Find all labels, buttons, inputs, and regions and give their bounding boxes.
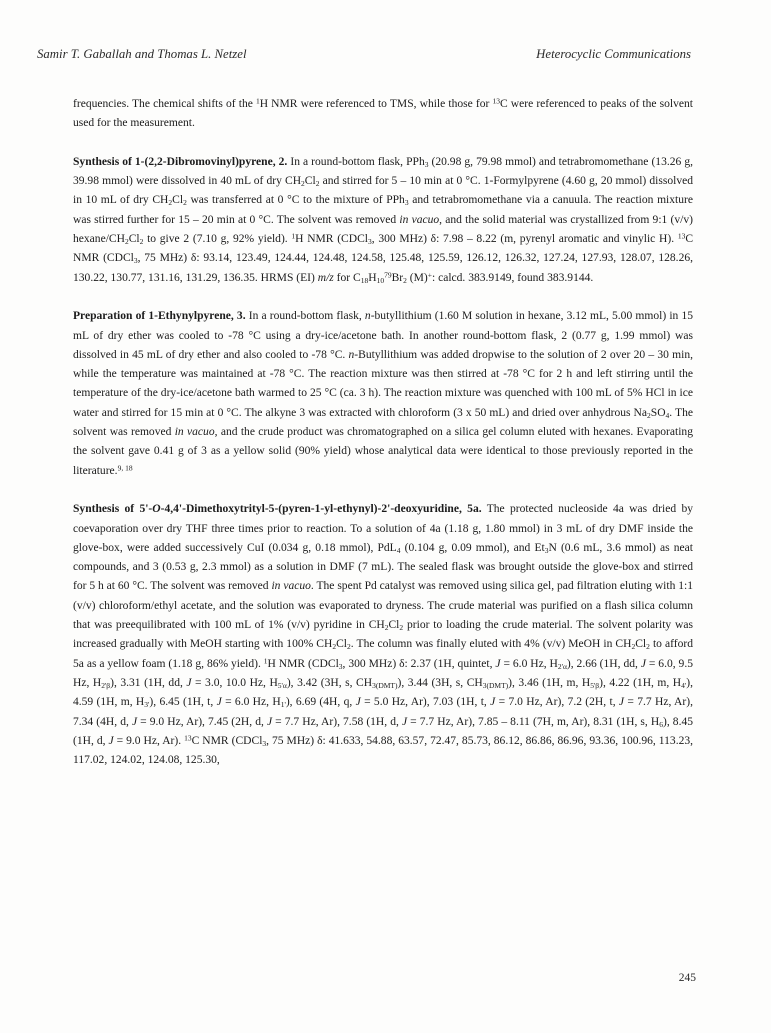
paragraph-preparation-ethynylpyrene: Preparation of 1-Ethynylpyrene, 3. In a round-bottom flask, n-butyllithium (1.60 M solution in hexane, 3.12 mL, 5.00 mmol) in 15 mL of dry ether was cooled to -78 °C using a dry-ice/acetone bath. In another round-bottom flask, 2 (0.77 g, 1.99 mmol) was dissolved in 45 mL of dry ether and also cooled to -78 °C. n-Butyllithium was added dropwise to the solution of 2 over 20 – 30 min, while the temperature was maintained at -78 °C. The reaction mixture was then stirred at -78 °C for 2 h and left stirring until the temperature of the dry-ice/acetone bath warmed to 25 °C (ca. 3 h). The reaction mixture was quenched with 100 mL of 5% HCl in ice water and stirred for 15 min at 0 °C. The alkyne 3 was extracted with chloroform (3 x 50 mL) and dried over anhydrous $Na_2SO_4$. The solvent was removed in vacuo, and the crude product was chromatographed on a silica gel column eluted with hexanes. Evaporating the solvent gave 0.41 g of 3 as a yellow solid (90% yield) whose analytical data were identical to those previously reported in the literature.$^{9, 18}$ xyxy=(73,310,693,477)
paragraph-continuation: frequencies. The chemical shifts of the $^1$H NMR were referenced to TMS, while those for $^{13}$C were referenced to peaks of the solvent used for the measurement. xyxy=(73,96,693,130)
page-number: 245 xyxy=(678,972,696,984)
paragraph-synthesis-dibromovinylpyrene: Synthesis of 1-(2,2-Dibromovinyl)pyrene, 2. In a round-bottom flask, PPh$_3$ (20.98 g, 79.98 mmol) and tetrabromomethane (13.26 g, 39.98 mmol) were dissolved in 40 mL of dry $CH_2Cl_2$ and stirred for 5 – 10 min at 0 °C. 1-Formylpyrene (4.60 g, 20 mmol) dissolved in 10 mL of dry $CH_2Cl_2$ was transferred at 0 °C to the mixture of PPh$_3$ and tetrabromomethane via a canuula. The reaction mixture was stirred further for 15 – 20 min at 0 °C. The solvent was removed in vacuo, and the solid material was crystallized from 9:1 (v/v) hexane/$CH_2Cl_2$ to give 2 (7.10 g, 92% yield). $^1$H NMR (CDCl$_3$, 300 MHz) δ: 7.98 – 8.22 (m, pyrenyl aromatic and vinylic H). $^{13}$C NMR (CDCl$_3$, 75 MHz) δ: 93.14, 123.49, 124.44, 124.48, 124.58, 125.48, 125.59, 126.12, 126.32, 127.24, 127.93, 128.07, 128.26, 130.22, 130.77, 131.16, 131.29, 136.35. HRMS (EI) m/z for $C_{18}H_{10}^{79}Br_2$ (M)+: calcd. 383.9149, found 383.9144. xyxy=(73,155,694,285)
paragraph-synthesis-nucleoside-5a: Synthesis of 5'-O-4,4'-Dimethoxytrityl-5-(pyren-1-yl-ethynyl)-2'-deoxyuridine, 5a. The protected nucleoside 4a was dried by coevaporation over dry THF three times prior to reaction. To a solution of 4a (1.18 g, 1.80 mmol) in 3 mL of dry DMF inside the glove-box, were added successively CuI (0.034 g, 0.18 mmol), PdL$_4$ (0.104 g, 0.09 mmol), and $Et_3N$ (0.6 mL, 3.6 mmol) as neat compounds, and 3 (0.53 g, 2.3 mmol) as a solution in DMF (7 mL). The sealed flask was brought outside the glove-box and stirred for 5 h at 60 °C. The solvent was removed in vacuo. The spent Pd catalyst was removed using silica gel, pad filtration eluting with 1:1 (v/v) chloroform/ethyl acetate, and the solution was evaporated to dryness. The crude material was purified on a flash silica column that was preequilibrated with 100 mL of 1% (v/v) pyridine in $CH_2Cl_2$ prior to loading the crude material. The solvent polarity was increased gradually with MeOH starting with 100% $CH_2Cl_2$. The column was finally eluted with 4% (v/v) MeOH in $CH_2Cl_2$ to afford 5a as a yellow foam (1.18 g, 86% yield). $^1$H NMR (CDCl$_3$, 300 MHz) δ: 2.37 (1H, quintet, J = 6.0 Hz, $H_{2'\alpha}$), 2.66 (1H, dd, J = 6.0, 9.5 Hz, $H_{2'\beta}$), 3.31 (1H, dd, J = 3.0, 10.0 Hz, $H_{5'\alpha}$), 3.42 (3H, s, $CH_{3(DMT)}$), 3.44 (3H, s, $CH_{3(DMT)}$), 3.46 (1H, m, $H_{5'\beta}$), 4.22 (1H, m, $H_{4'}$), 4.59 (1H, m, $H_{3'}$), 6.45 (1H, t, J = 6.0 Hz, $H_{1'}$), 6.69 (4H, q, J = 5.0 Hz, Ar), 7.03 (1H, t, J = 7.0 Hz, Ar), 7.2 (2H, t, J = 7.7 Hz, Ar), 7.34 (4H, d, J = 9.0 Hz, Ar), 7.45 (2H, d, J = 7.7 Hz, Ar), 7.58 (1H, d, J = 7.7 Hz, Ar), 7.85 – 8.11 (7H, m, Ar), 8.31 (1H, s, $H_6$), 8.45 (1H, d, J = 9.0 Hz, Ar). $^{13}$C NMR (CDCl$_3$, 75 MHz) δ: 41.633, 54.88, 63.57, 72.47, 85.73, 86.12, 86.86, 86.96, 93.36, 100.96, 113.23, 117.02, 124.02, 124.08, 125.30, xyxy=(73,503,694,767)
header-authors: Samir T. Gaballah and Thomas L. Netzel xyxy=(37,47,247,61)
article-body xyxy=(73,95,693,790)
header-journal: Heterocyclic Communications xyxy=(536,47,691,61)
